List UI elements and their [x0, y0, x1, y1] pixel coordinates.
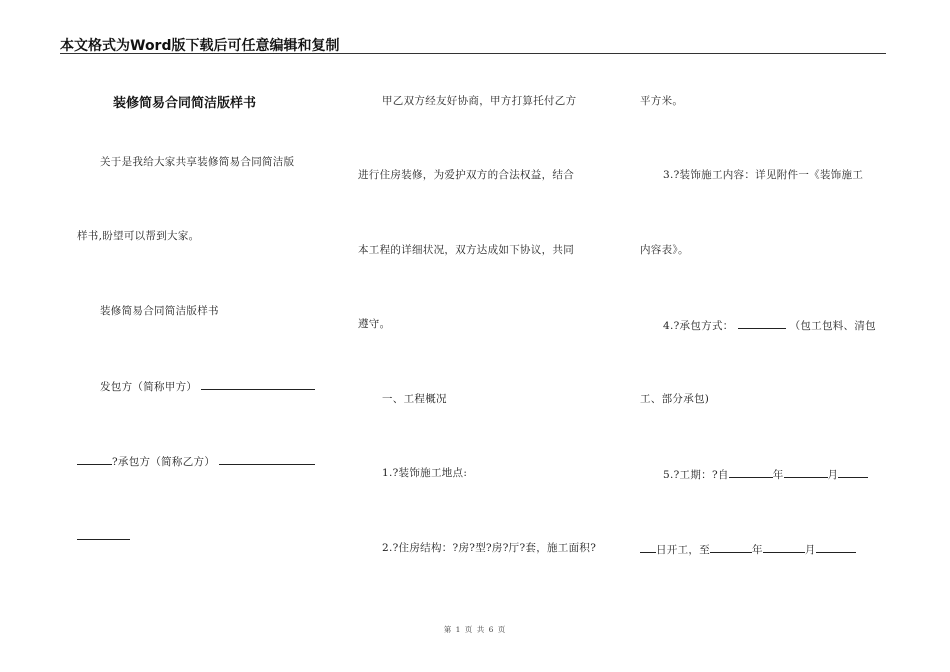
header-divider: [60, 53, 886, 54]
item-4-line-1: [663, 317, 876, 333]
page-footer: 第 1 页 共 6 页: [443, 625, 507, 634]
item-5-end-year: 年: [752, 544, 763, 556]
item-5-day-lead-blank: [640, 541, 656, 553]
clause-line-3: 本工程的详细状况，双方达成如下协议，共同: [358, 244, 574, 256]
party-a-blank: [201, 378, 315, 390]
item-5-day-blank: [838, 466, 868, 478]
item-5-month: 月: [827, 469, 839, 481]
item-5-line-2: [640, 541, 856, 557]
item-3-line-2: 内容表》。: [640, 244, 689, 256]
header-title: 本文格式为Word版下载后可任意编辑和复制: [60, 38, 340, 54]
item-4-options: （包工包料、清包: [789, 320, 876, 332]
item-4-label: 4.?承包方式：: [663, 320, 734, 332]
party-a-label: 发包方（简称甲方）: [100, 381, 198, 393]
intro-line-1: 关于是我给大家共享装修简易合同简洁版: [100, 156, 295, 168]
item-4-line-2: 工、部分承包): [640, 393, 710, 405]
party-b-line: [77, 453, 315, 469]
item-5-end-month: 月: [804, 544, 816, 556]
party-b-blank: [219, 453, 315, 465]
clause-line-1: 甲乙双方经友好协商，甲方打算托付乙方: [382, 95, 577, 107]
item-5-year: 年: [772, 469, 784, 481]
item-5-line-1: [663, 466, 868, 482]
document-title: 装修简易合同简洁版样书: [113, 96, 257, 111]
item-2: 2.?住房结构：?房?型?房?厅?套，施工面积?: [382, 542, 597, 554]
party-b-label: ?承包方（简称乙方）: [112, 456, 216, 468]
clause-line-4: 遵守。: [358, 318, 391, 330]
item-5-end-month-blank: [763, 541, 805, 553]
item-5-month-blank: [784, 466, 828, 478]
continuation-blank: [77, 539, 130, 540]
item-5-end-day-blank: [816, 541, 856, 553]
intro-line-2: 样书,盼望可以帮到大家。: [77, 230, 200, 242]
item-5-year-blank: [729, 466, 773, 478]
item-5-end-year-blank: [710, 541, 752, 553]
item-5-start: 日开工，至: [656, 544, 710, 556]
section-heading-1: 一、工程概况: [382, 393, 447, 405]
item-1: 1.?装饰施工地点:: [382, 467, 468, 479]
clause-line-2: 进行住房装修，为爱护双方的合法权益，结合: [358, 169, 574, 181]
item-3-line-1: 3.?装饰施工内容：详见附件一《装饰施工: [663, 169, 864, 181]
item-4-blank: [738, 317, 786, 329]
party-a-line: [100, 378, 315, 394]
item-5-label: 5.?工期：?自: [663, 469, 729, 481]
subtitle-line: 装修简易合同简洁版样书: [100, 305, 219, 317]
area-unit-line: 平方米。: [640, 95, 684, 107]
party-b-lead-blank: [77, 453, 112, 465]
